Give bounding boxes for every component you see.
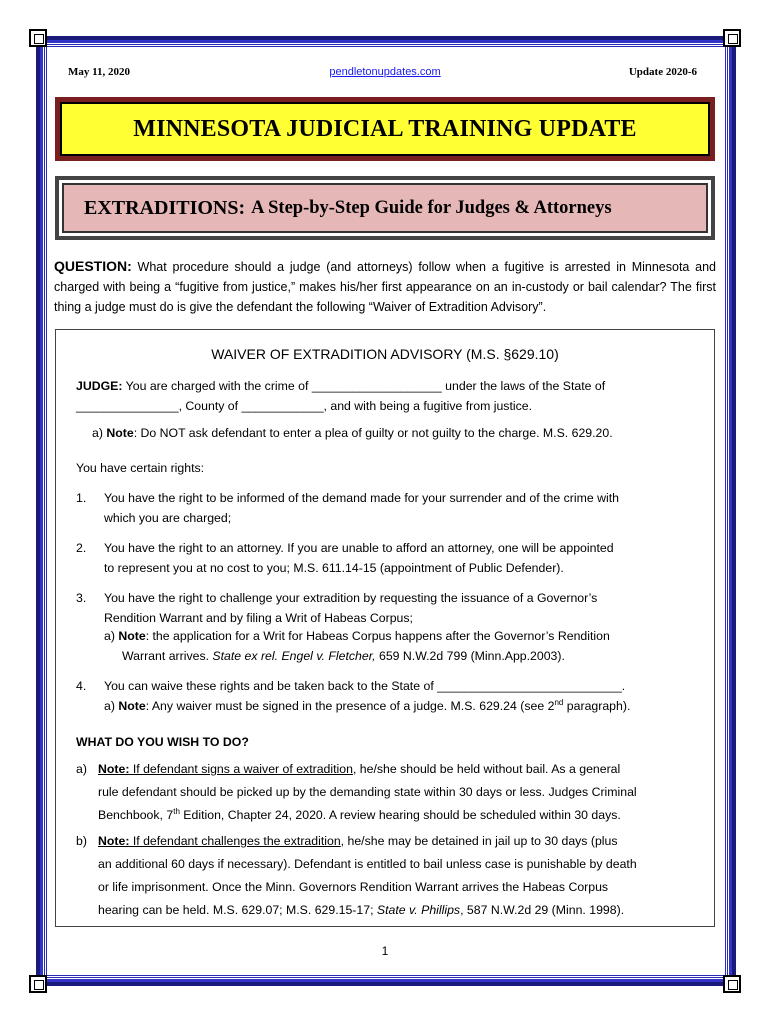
corner-ornament-bottom-right	[723, 975, 741, 993]
option-b-line1: , he/she may be detained in jail up to 30 days (plus	[340, 834, 618, 848]
option-b-case-citation: State v. Phillips	[376, 903, 461, 917]
right-1-line2: which you are charged;	[104, 511, 232, 525]
right-3-case-citation: State ex rel. Engel v. Fletcher,	[212, 649, 376, 663]
right-3-note-line2a: Warrant arrives.	[122, 649, 213, 663]
right-4-note-sup: nd	[554, 697, 564, 707]
subtitle	[62, 183, 708, 233]
right-3-text	[104, 588, 692, 628]
right-2-line1: You have the right to an attorney. If you are unable to afford an attorney, one will be appointed	[104, 541, 614, 555]
note-label: Note	[106, 426, 134, 440]
corner-ornament-top-right	[723, 29, 741, 47]
note-prefix: a)	[92, 426, 103, 440]
page-number: 1	[381, 944, 389, 958]
option-a-label: Note:	[98, 762, 130, 776]
option-a-line3a: Benchbook, 7	[98, 808, 174, 822]
advisory-box	[55, 329, 715, 927]
judge-label: JUDGE:	[76, 379, 123, 393]
right-4-note-text: : Any waiver must be signed in the presence of a judge. M.S. 629.24 (see 2	[145, 699, 555, 713]
right-1-line1: You have the right to be informed of the demand made for your surrender and of the crime with	[104, 491, 619, 505]
right-4-note-label: Note	[118, 699, 146, 713]
right-1-number: 1.	[76, 491, 87, 505]
right-3-note-line1: : the application for a Writ for Habeas Corpus happens after the Governor’s Rendition	[145, 629, 610, 643]
option-a-sup: th	[173, 806, 180, 816]
corner-ornament-bottom-left	[29, 975, 47, 993]
title-banner	[55, 97, 715, 161]
judge-text-line1: You are charged with the crime of ___________________ under the laws of the State of	[125, 379, 606, 393]
right-3-note-cont	[122, 646, 692, 666]
right-4-number: 4.	[76, 679, 87, 693]
right-3-line1: You have the right to challenge your extradition by requesting the issuance of a Governor’s	[104, 591, 598, 605]
right-4-text: You can waive these rights and be taken back to the State of ___________________________.	[104, 679, 626, 693]
subtitle-banner	[55, 176, 715, 240]
right-3-number: 3.	[76, 591, 87, 605]
judge-statement	[76, 376, 694, 416]
note-text: : Do NOT ask defendant to enter a plea of guilty or not guilty to the charge. M.S. 629.20.	[133, 426, 613, 440]
option-a-line3b: Edition, Chapter 24, 2020. A review hearing should be scheduled within 30 days.	[179, 808, 621, 822]
header-update-number: Update 2020-6	[628, 66, 697, 78]
right-3-note-line2b: 659 N.W.2d 799 (Minn.App.2003).	[375, 649, 565, 663]
right-4-note-prefix: a)	[104, 699, 115, 713]
question-paragraph	[54, 256, 716, 317]
question-label: QUESTION:	[54, 258, 132, 274]
right-1-text	[104, 488, 692, 528]
option-b-line4b: , 587 N.W.2d 29 (Minn. 1998).	[460, 903, 625, 917]
header-date: May 11, 2020	[68, 66, 131, 78]
option-b-line3: or life imprisonment. Once the Minn. Governors Rendition Warrant arrives the Habeas Corpus	[98, 880, 609, 894]
option-b-underlined: If defendant challenges the extradition	[129, 834, 341, 848]
subtitle-rest: A Step-by-Step Guide for Judges & Attorneys	[251, 197, 612, 218]
judge-text-line2: _______________, County of ____________, and with being a fugitive from justice.	[76, 399, 533, 413]
option-b-line2: an additional 60 days if necessary). Defendant is entitled to bail unless case is punishable by death	[98, 857, 637, 871]
website-link[interactable]: pendletonupdates.com	[329, 66, 441, 78]
option-b-prefix: b)	[76, 834, 87, 848]
right-3-note	[104, 626, 692, 646]
option-a-underlined: If defendant signs a waiver of extradition	[129, 762, 353, 776]
page-title: MINNESOTA JUDICIAL TRAINING UPDATE	[60, 102, 710, 156]
option-a-prefix: a)	[76, 762, 87, 776]
wish-heading: WHAT DO YOU WISH TO DO?	[76, 735, 249, 749]
right-2-line2: to represent you at no cost to you; M.S. 611.14-15 (appointment of Public Defender).	[104, 561, 564, 575]
rights-intro: You have certain rights:	[76, 461, 205, 475]
advisory-title: WAIVER OF EXTRADITION ADVISORY (M.S. §629.10)	[211, 346, 559, 362]
right-3-line2: Rendition Warrant and by filing a Writ of Habeas Corpus;	[104, 611, 413, 625]
subtitle-lead: EXTRADITIONS:	[84, 196, 246, 219]
option-b-label: Note:	[98, 834, 130, 848]
right-4-note	[104, 696, 692, 716]
right-4-note-text-end: paragraph).	[563, 699, 631, 713]
option-a-line1: , he/she should be held without bail. As a general	[352, 762, 621, 776]
right-3-note-label: Note	[118, 629, 146, 643]
plea-note	[92, 423, 692, 443]
corner-ornament-top-left	[29, 29, 47, 47]
right-2-number: 2.	[76, 541, 87, 555]
option-a-line2: rule defendant should be picked up by the demanding state within 30 days or less. Judges Criminal	[98, 785, 637, 799]
right-3-note-prefix: a)	[104, 629, 115, 643]
option-b-line4a: hearing can be held. M.S. 629.07; M.S. 629.15-17;	[98, 903, 377, 917]
option-a-text	[98, 758, 692, 827]
option-b-text	[98, 830, 692, 922]
question-text: What procedure should a judge (and attorneys) follow when a fugitive is arrested in Minnesota and charged with being a “fugitive from justice,” makes his/her first appearance on an in-custody or bail calendar? The first thing a judge must do is give the defendant the following “Waiver of Extradition Advisory”.	[54, 260, 716, 314]
right-2-text	[104, 538, 692, 578]
